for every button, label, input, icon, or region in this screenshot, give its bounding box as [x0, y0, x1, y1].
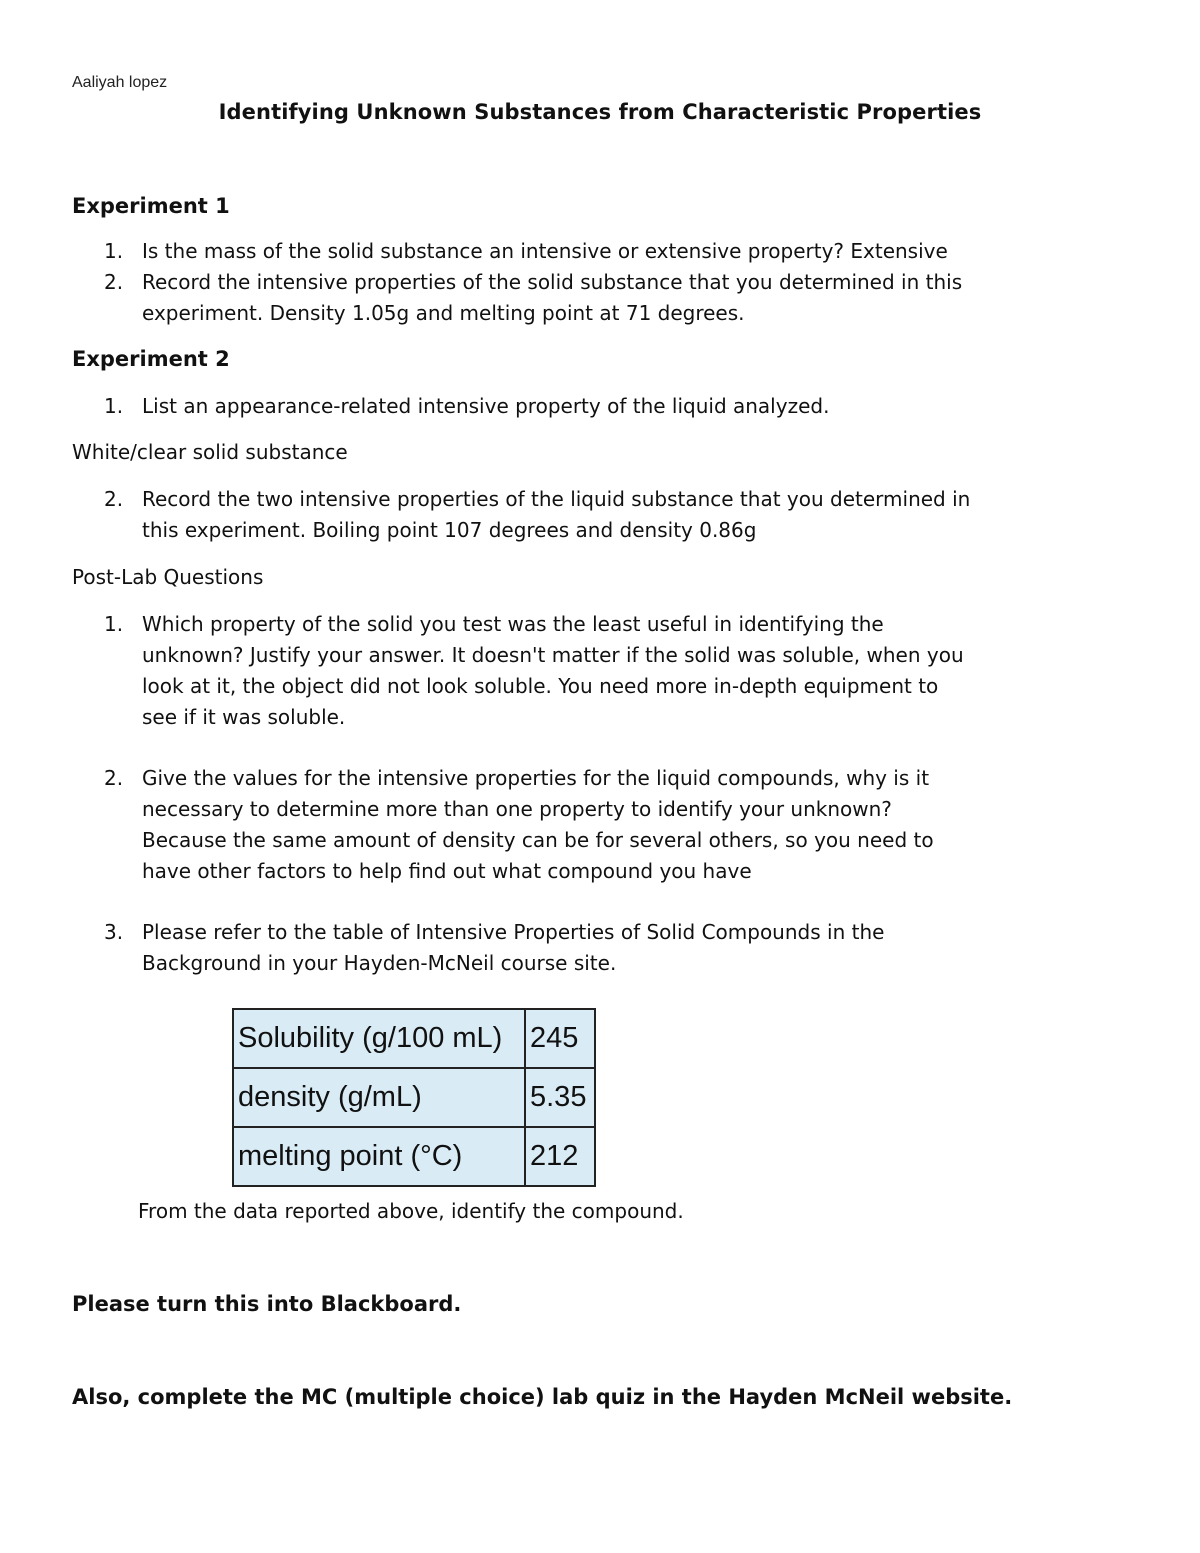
question-text: Which property of the solid you test was the least useful in identifying the unknown? Justify your answer. It doesn't matter if the solid was soluble, when you look at it, the object did not look soluble. You need more in-depth equipment to see if it was soluble.: [142, 612, 964, 729]
document-title: Identifying Unknown Substances from Characteristic Properties: [218, 100, 982, 124]
list-number: 2.: [104, 487, 124, 511]
experiment-2-question-2: [104, 484, 1144, 546]
experiment-1-heading: Experiment 1: [72, 194, 230, 218]
experiment-2-question-1: [104, 391, 1144, 422]
list-number: 2.: [104, 270, 124, 294]
experiment-1-question-1: [104, 236, 1144, 267]
list-number: 3.: [104, 920, 124, 944]
table-row: [233, 1127, 595, 1186]
properties-table: [232, 1008, 596, 1187]
property-name-cell: melting point (°C): [233, 1127, 525, 1186]
property-name-cell: density (g/mL): [233, 1068, 525, 1127]
experiment-1-question-2: [104, 267, 1144, 329]
experiment-2-heading: Experiment 2: [72, 347, 230, 371]
table-row: [233, 1068, 595, 1127]
table-row: [233, 1009, 595, 1068]
property-value-cell: 212: [525, 1127, 595, 1186]
post-lab-question-1: [104, 609, 1144, 733]
list-number: 1.: [104, 612, 124, 636]
question-text: Record the intensive properties of the solid substance that you determined in this experiment. Density 1.05g and melting point at 71 degrees.: [142, 270, 963, 325]
post-lab-question-2: [104, 763, 1144, 887]
property-value-cell: 245: [525, 1009, 595, 1068]
post-lab-question-3: [104, 917, 1144, 979]
property-name-cell: Solubility (g/100 mL): [233, 1009, 525, 1068]
author-name: Aaliyah lopez: [72, 74, 168, 91]
list-number: 2.: [104, 766, 124, 790]
list-number: 1.: [104, 239, 124, 263]
experiment-2-answer-1: White/clear solid substance: [72, 440, 348, 464]
question-text: Record the two intensive properties of the liquid substance that you determined in this experiment. Boiling point 107 degrees and density 0.86g: [142, 487, 971, 542]
quiz-note: Also, complete the MC (multiple choice) lab quiz in the Hayden McNeil website.: [72, 1385, 1013, 1409]
table-caption: From the data reported above, identify the compound.: [138, 1199, 684, 1223]
question-text: Give the values for the intensive properties for the liquid compounds, why is it necessary to determine more than one property to identify your unknown? Because the same amount of density can be for several others, so you need to have other factors to help find out what compound you have: [142, 766, 934, 883]
question-text: List an appearance-related intensive property of the liquid analyzed.: [142, 394, 830, 418]
submission-note: Please turn this into Blackboard.: [72, 1292, 462, 1316]
post-lab-heading: Post-Lab Questions: [72, 565, 264, 589]
property-value-cell: 5.35: [525, 1068, 595, 1127]
question-text: Is the mass of the solid substance an intensive or extensive property? Extensive: [142, 239, 948, 263]
question-text: Please refer to the table of Intensive Properties of Solid Compounds in the Background in your Hayden-McNeil course site.: [142, 920, 885, 975]
list-number: 1.: [104, 394, 124, 418]
